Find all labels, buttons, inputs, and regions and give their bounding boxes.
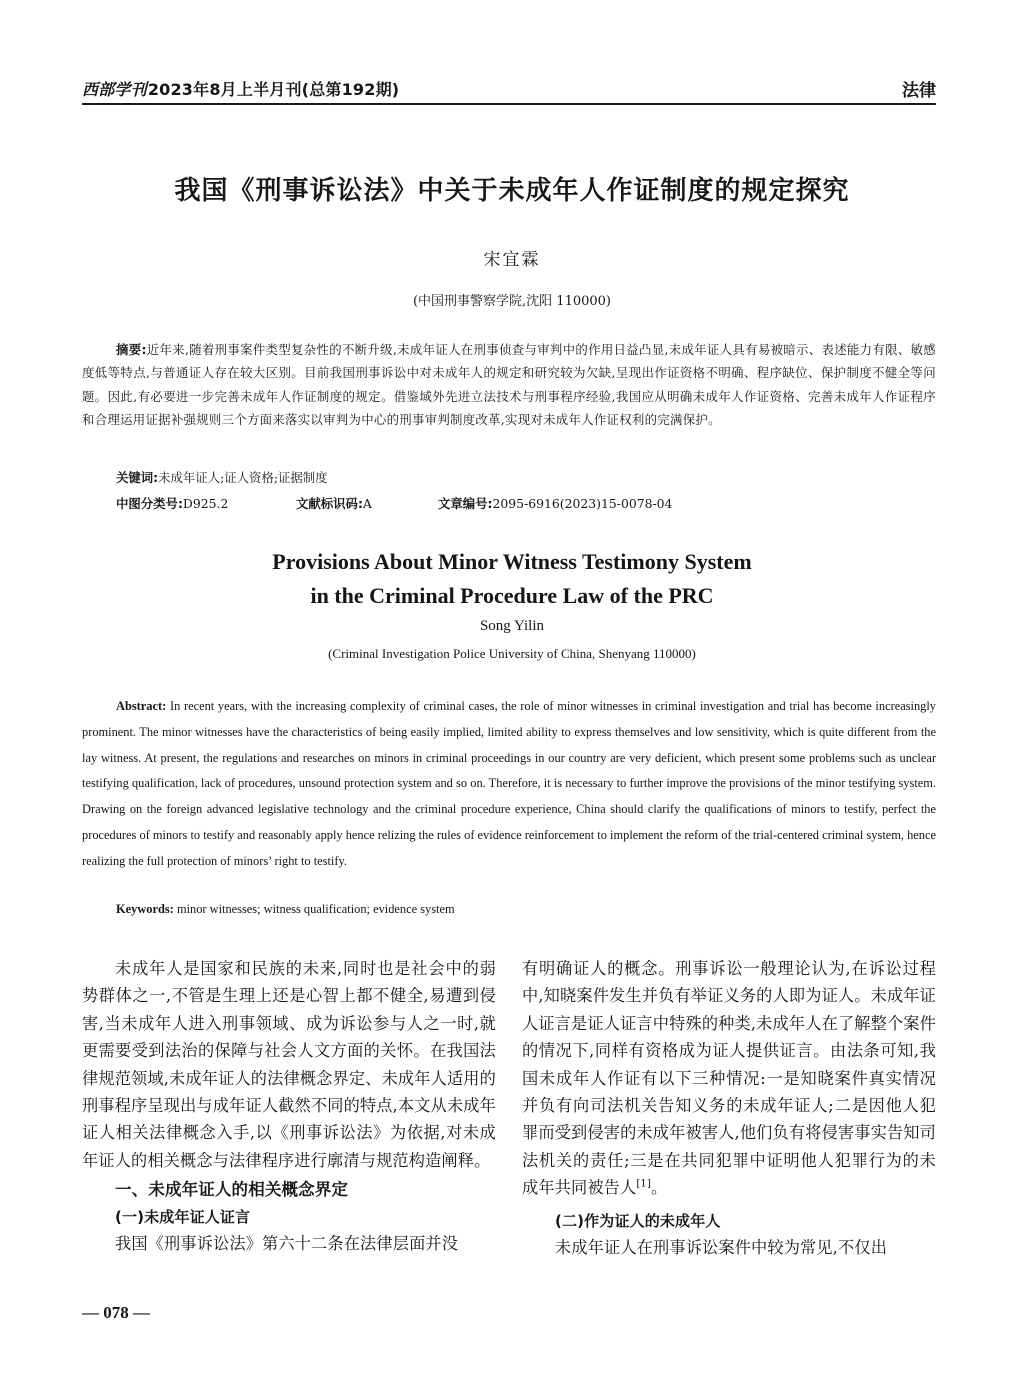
section-label: 法律: [902, 80, 936, 101]
body-column-left: [82, 955, 496, 1258]
clc-label: 中图分类号:: [116, 496, 183, 511]
abstract-en: [82, 694, 936, 875]
article-number-value: 2095-6916(2023)15-0078-04: [492, 496, 673, 511]
abstract-en-text: In recent years, with the increasing complexity of criminal cases, the role of minor witnesses in criminal investigation and trial has become increasingly prominent. The minor witnesses have the characteristics of being easily implied, limited ability to express themselves and low sensitivity, which is quite different from the lay witness. At present, the regulations and researches on minors in criminal proceedings in our country are very deficient, which present some problems such as unclear testifying qualification, lack of procedures, unsound protection system and so on. Therefore, it is necessary to further improve the provisions of the minor testifying system. Drawing on the foreign advanced legislative technology and the criminal procedure experience, China should clarify the qualifications of minors to testify, perfect the procedures of minors to testify and reasonably apply hence relizing the rules of evidence reinforcement to implement the reform of the trial-centered criminal system, hence realizing the full protection of minors’ right to testify.: [82, 699, 936, 868]
paragraph-end: 。: [651, 1178, 668, 1198]
citation-marker[interactable]: [1]: [636, 1178, 651, 1190]
title-en-line-1: Provisions About Minor Witness Testimony System: [272, 549, 752, 574]
author-cn: 宋宜霖: [483, 250, 541, 270]
title-en-line-2: in the Criminal Procedure Law of the PRC: [310, 583, 714, 608]
keywords-en: [116, 902, 455, 917]
abstract-en-label: Abstract:: [116, 699, 167, 713]
keywords-en-label: Keywords:: [116, 902, 174, 916]
author-en: Song Yilin: [479, 618, 545, 634]
body-paragraph-continued: [522, 955, 936, 1202]
doc-code-label: 文献标识码:: [296, 496, 363, 511]
keywords-cn-label: 关键词:: [116, 470, 159, 485]
abstract-cn-text: 近年来,随着刑事案件类型复杂性的不断升级,未成年证人在刑事侦查与审判中的作用日益凸显,未成年证人具有易被暗示、表述能力有限、敏感度低等特点,与普通证人存在较大区别。目前我国刑事诉讼中对未成年人的规定和研究较为欠缺,呈现出作证资格不明确、程序缺位、保护制度不健全等问题。因此,有必要进一步完善未成年人作证制度的规定。借鉴域外先进立法技术与刑事程序经验,我国应从明确未成年人作证资格、完善未成年人作证程序和合理运用证据补强规则三个方面来落实以审判为中心的刑事审判制度改革,实现对未成年人作证权利的完满保护。: [82, 342, 937, 428]
body-column-right: [522, 955, 936, 1261]
subsection-heading-1: (一)未成年证人证言: [115, 1208, 251, 1227]
page-number: — 078 —: [82, 1303, 150, 1322]
article-number-label: 文章编号:: [438, 496, 493, 511]
article-title-cn: 我国《刑事诉讼法》中关于未成年人作证制度的规定探究: [174, 176, 850, 206]
issue-info: 2023年8月上半月刊(总第192期): [147, 79, 400, 99]
affiliation-cn: (中国刑事警察学院,沈阳 110000): [412, 294, 612, 309]
keywords-cn: [116, 468, 936, 486]
abstract-cn-label: 摘要:: [116, 342, 147, 357]
intro-paragraph: 未成年人是国家和民族的未来,同时也是社会中的弱势群体之一,不管是生理上还是心智上都不健全,易遭到侵害,当未成年人进入刑事领域、成为诉讼参与人之一时,就更需要受到法治的保障与社会人文方面的关怀。在我国法律规范领域,未成年证人的法律概念界定、未成年人适用的刑事程序呈现出与成年证人截然不同的特点,本文从未成年证人相关法律概念入手,以《刑事诉讼法》为依据,对未成年证人的相关概念与法律程序进行廓清与规范构造阐释。: [82, 959, 496, 1170]
body-paragraph: 未成年证人在刑事诉讼案件中较为常见,不仅出: [555, 1237, 888, 1257]
classification-line: [116, 494, 672, 512]
journal-logo: 西部学刊: [82, 79, 147, 99]
journal-masthead: [82, 77, 399, 100]
paragraph-text: 有明确证人的概念。刑事诉讼一般理论认为,在诉讼过程中,知晓案件发生并负有举证义务的人即为证人。未成年证人证言是证人证言中特殊的种类,未成年人在了解整个案件的情况下,同样有资格成为证人提供证言。由法条可知,我国未成年人作证有以下三种情况:一是知晓案件真实情况并负有向司法机关告知义务的未成年证人;二是因他人犯罪而受到侵害的未成年被害人,他们负有将侵害事实告知司法机关的责任;三是在共同犯罪中证明他人犯罪行为的未成年共同被告人: [522, 959, 936, 1198]
running-header: [82, 73, 936, 105]
doc-code-value: A: [362, 496, 372, 511]
keywords-en-text: minor witnesses; witness qualification; evidence system: [176, 902, 455, 916]
abstract-cn: [82, 338, 936, 432]
clc-value: D925.2: [182, 496, 229, 511]
article-title-en: [0, 545, 1024, 613]
section-heading-1: 一、未成年证人的相关概念界定: [115, 1180, 349, 1200]
affiliation-en: (Criminal Investigation Police University of China, Shenyang 110000): [328, 646, 696, 661]
subsection-heading-2: (二)作为证人的未成年人: [555, 1211, 721, 1230]
keywords-cn-text: 未成年证人;证人资格;证据制度: [158, 470, 328, 485]
body-paragraph: 我国《刑事诉讼法》第六十二条在法律层面并没: [115, 1234, 459, 1254]
